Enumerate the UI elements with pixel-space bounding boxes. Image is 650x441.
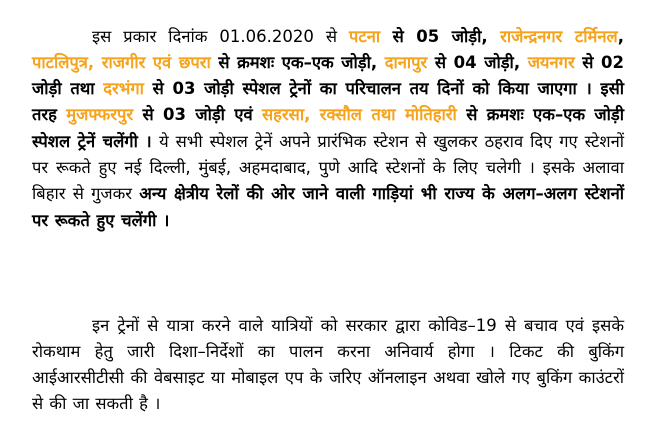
text-run: से क्रमशः एक–एक जोड़ी स्पेशल ट्रेनें चलेंगी । [32,105,625,151]
text-run: से 03 जोड़ी एवं [133,105,262,125]
text-run: इस प्रकार दिनांक 01.06.2020 से [92,26,350,46]
highlighted-place-name: राजेन्द्रनगर टर्मिनल [500,26,618,46]
text-run: से 03 जोड़ी स्पेशल ट्रेनों का परिचालन तय दिनों को किया जाएगा । इसी तरह [32,79,624,125]
paragraph-special-trains [32,24,624,234]
text-run: से क्रमशः एक–एक जोड़ी, [210,52,385,72]
text-run: अन्य क्षेत्रीय रेलों की ओर जाने वाली गाड़ियां भी राज्य के अलग–अलग स्टेशनों पर रूकते हुए चलेंगी । [32,184,624,230]
text-run: से 04 जोड़ी, [427,52,528,72]
highlighted-place-name: पटना [349,26,381,46]
text-run: ये सभी स्पेशल ट्रेनें अपने प्रारंभिक स्टेशन से खुलकर ठहराव दिए गए स्टेशनों पर रूकते हुए नई दिल्ली, मुंबई, अहमदाबाद, पुणे आदि स्टेशनों के लिए चलेगी । इसके अलावा बिहार से गुजकर [32,131,624,204]
highlighted-place-name: मुजफ्फरपुर [66,105,134,125]
highlighted-place-name: पाटलिपुत्र, राजगीर एवं छपरा [32,52,211,72]
highlighted-place-name: दानापुर [384,52,428,72]
highlighted-place-name: दरभंगा [103,79,144,99]
highlighted-place-name: सहरसा, रक्सौल तथा मोतिहारी [262,105,457,125]
paragraph-covid-guidelines [32,313,624,418]
text-run: इन ट्रेनों से यात्रा करने वाले यात्रियों को सरकार द्वारा कोविड–19 से बचाव एवं इसके रोकथाम हेतु जारी दिशा–निर्देशों का पालन करना अनिवार्य होगा । टिकट की बुकिंग आईआरसीटीसी की वेबसाइट या मोबाइल एप के जरिए ऑनलाइन अथवा खोले गए बुकिंग काउंटरों से की जा सकती है । [32,315,624,414]
text-run: से 05 जोड़ी, [380,26,501,46]
highlighted-place-name: जयनगर [527,52,575,72]
text-run: से 02 जोड़ी तथा [32,52,624,99]
text-run: , [617,26,624,46]
